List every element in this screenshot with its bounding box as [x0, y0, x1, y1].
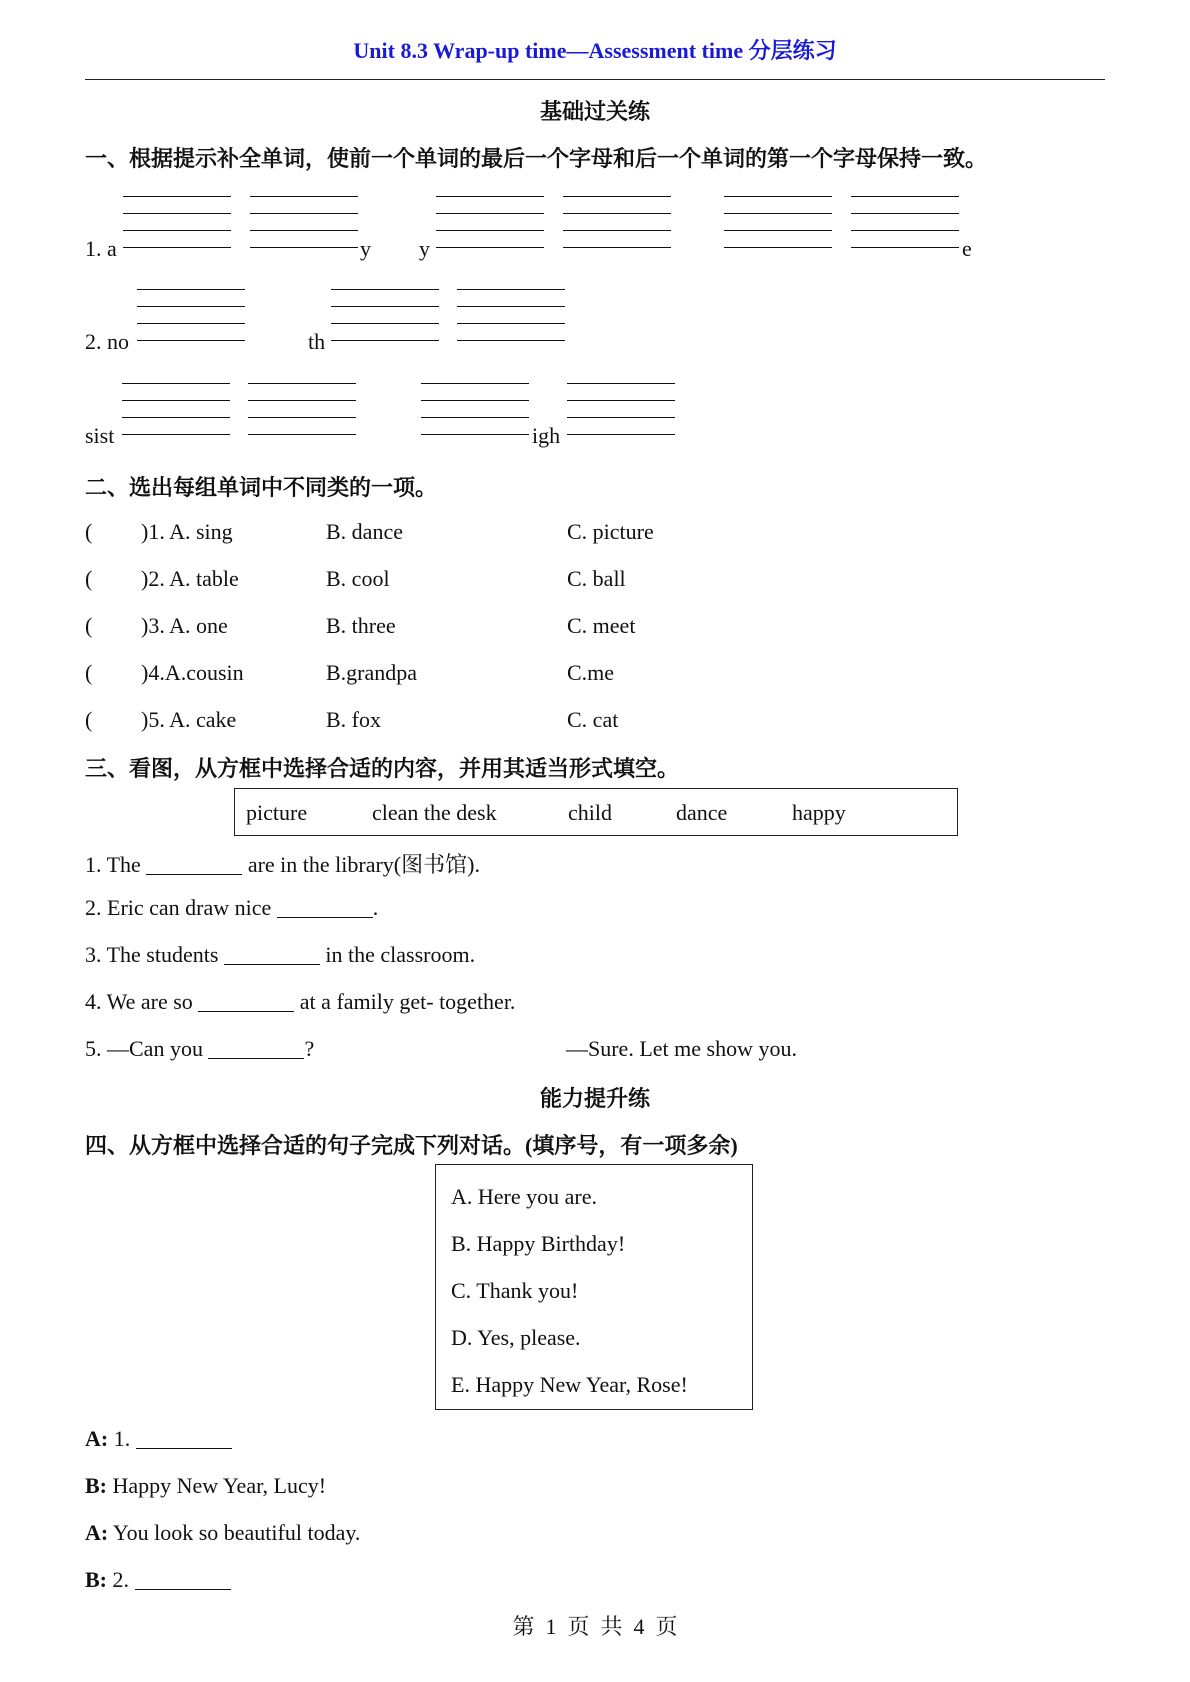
item-option-c: C. cat	[567, 707, 619, 732]
answer-paren[interactable]: (	[85, 519, 93, 544]
item-option-b: B.grandpa	[326, 660, 418, 685]
part3-heading: 三、看图，从方框中选择合适的内容，并用其适当形式填空。	[85, 756, 680, 781]
word-bank-item: happy	[792, 800, 846, 825]
speaker-label: A:	[85, 1520, 109, 1545]
answer-blank[interactable]	[277, 895, 373, 918]
item-option-a: )5. A. cake	[141, 707, 237, 732]
section-advanced-title: 能力提升练	[539, 1086, 650, 1111]
word-bank-item: child	[568, 800, 612, 825]
row1-letter-y: y	[360, 236, 371, 261]
item-option-b: B. fox	[326, 707, 381, 732]
item-option-b: B. cool	[326, 566, 390, 591]
answer-blank[interactable]	[198, 989, 294, 1012]
answer-blank[interactable]	[135, 1567, 231, 1590]
item-option-a: )1. A. sing	[141, 519, 233, 544]
speaker-label: A:	[85, 1426, 109, 1451]
speaker-label: B:	[85, 1567, 107, 1592]
part4-heading: 四、从方框中选择合适的句子完成下列对话。(填序号，有一项多余)	[85, 1133, 738, 1158]
item-option-a: )4.A.cousin	[141, 660, 244, 685]
sentence-option: C. Thank you!	[451, 1278, 579, 1303]
item-option-c: C. ball	[567, 566, 626, 591]
speaker-label: B:	[85, 1473, 107, 1498]
answer-paren[interactable]: (	[85, 660, 93, 685]
item-option-a: )2. A. table	[141, 566, 239, 591]
answer-paren[interactable]: (	[85, 613, 93, 638]
row2-letters-th: th	[308, 329, 326, 354]
page-number: 第 1 页 共 4 页	[512, 1614, 678, 1639]
row3-letters-sist: sist	[85, 423, 115, 448]
fill-question-2	[85, 895, 378, 921]
question-text: ?	[304, 1036, 315, 1061]
item-option-b: B. dance	[326, 519, 403, 544]
word-bank-item: picture	[246, 800, 308, 825]
answer-blank[interactable]	[146, 852, 242, 875]
question-text: .	[372, 895, 379, 920]
item-option-c: C.me	[567, 660, 615, 685]
word-bank-item: clean the desk	[372, 800, 497, 825]
dialogue-text: 1.	[113, 1426, 131, 1451]
dialogue-line	[85, 1520, 360, 1546]
question-text: at a family get- together.	[299, 989, 516, 1014]
row2-number: 2. no	[85, 329, 129, 354]
item-option-c: C. picture	[567, 519, 654, 544]
question-text: are in the library(图书馆).	[247, 852, 480, 877]
sentence-option: E. Happy New Year, Rose!	[451, 1372, 688, 1397]
question-text: in the classroom.	[325, 942, 476, 967]
sentence-option: D. Yes, please.	[451, 1325, 581, 1350]
question-text: 2. Eric can draw nice	[85, 895, 272, 920]
question-text: 5. —Can you	[85, 1036, 203, 1061]
sentence-option: A. Here you are.	[451, 1184, 597, 1209]
fill-question-5	[85, 1036, 314, 1062]
answer-blank[interactable]	[224, 942, 320, 965]
dialogue-line	[85, 1567, 231, 1593]
item-option-c: C. meet	[567, 613, 636, 638]
question-text: 4. We are so	[85, 989, 193, 1014]
answer-paren[interactable]: (	[85, 707, 93, 732]
row1-letter-y2: y	[419, 236, 430, 261]
dialogue-text: 2.	[112, 1567, 129, 1592]
item-option-b: B. three	[326, 613, 396, 638]
fill-question-3	[85, 942, 475, 968]
fill-question-1	[85, 848, 480, 879]
answer-blank[interactable]	[208, 1036, 304, 1059]
answer-blank[interactable]	[136, 1426, 232, 1449]
dialogue-line	[85, 1426, 232, 1452]
row1-letter-e: e	[962, 236, 972, 261]
row1-number: 1. a	[85, 236, 117, 261]
section-basic-title: 基础过关练	[539, 99, 650, 124]
dialogue-text: Happy New Year, Lucy!	[112, 1473, 327, 1498]
answer-paren[interactable]: (	[85, 566, 93, 591]
dialogue-line	[85, 1473, 326, 1499]
part1-heading: 一、根据提示补全单词，使前一个单词的最后一个字母和后一个单词的第一个字母保持一致。	[85, 146, 988, 171]
dialogue-text: You look so beautiful today.	[112, 1520, 361, 1545]
word-bank-item: dance	[676, 800, 728, 825]
item-option-a: )3. A. one	[141, 613, 228, 638]
sentence-option: B. Happy Birthday!	[451, 1231, 626, 1256]
fill-question-4	[85, 989, 515, 1015]
question-text: 3. The students	[85, 942, 219, 967]
page-title: Unit 8.3 Wrap-up time—Assessment time 分层练习	[353, 38, 837, 63]
row3-letters-igh: igh	[532, 423, 561, 448]
header-rule	[85, 79, 1105, 80]
question-text: 1. The	[85, 852, 141, 877]
part2-heading: 二、选出每组单词中不同类的一项。	[85, 475, 438, 500]
question-5-answer: —Sure. Let me show you.	[566, 1036, 797, 1061]
